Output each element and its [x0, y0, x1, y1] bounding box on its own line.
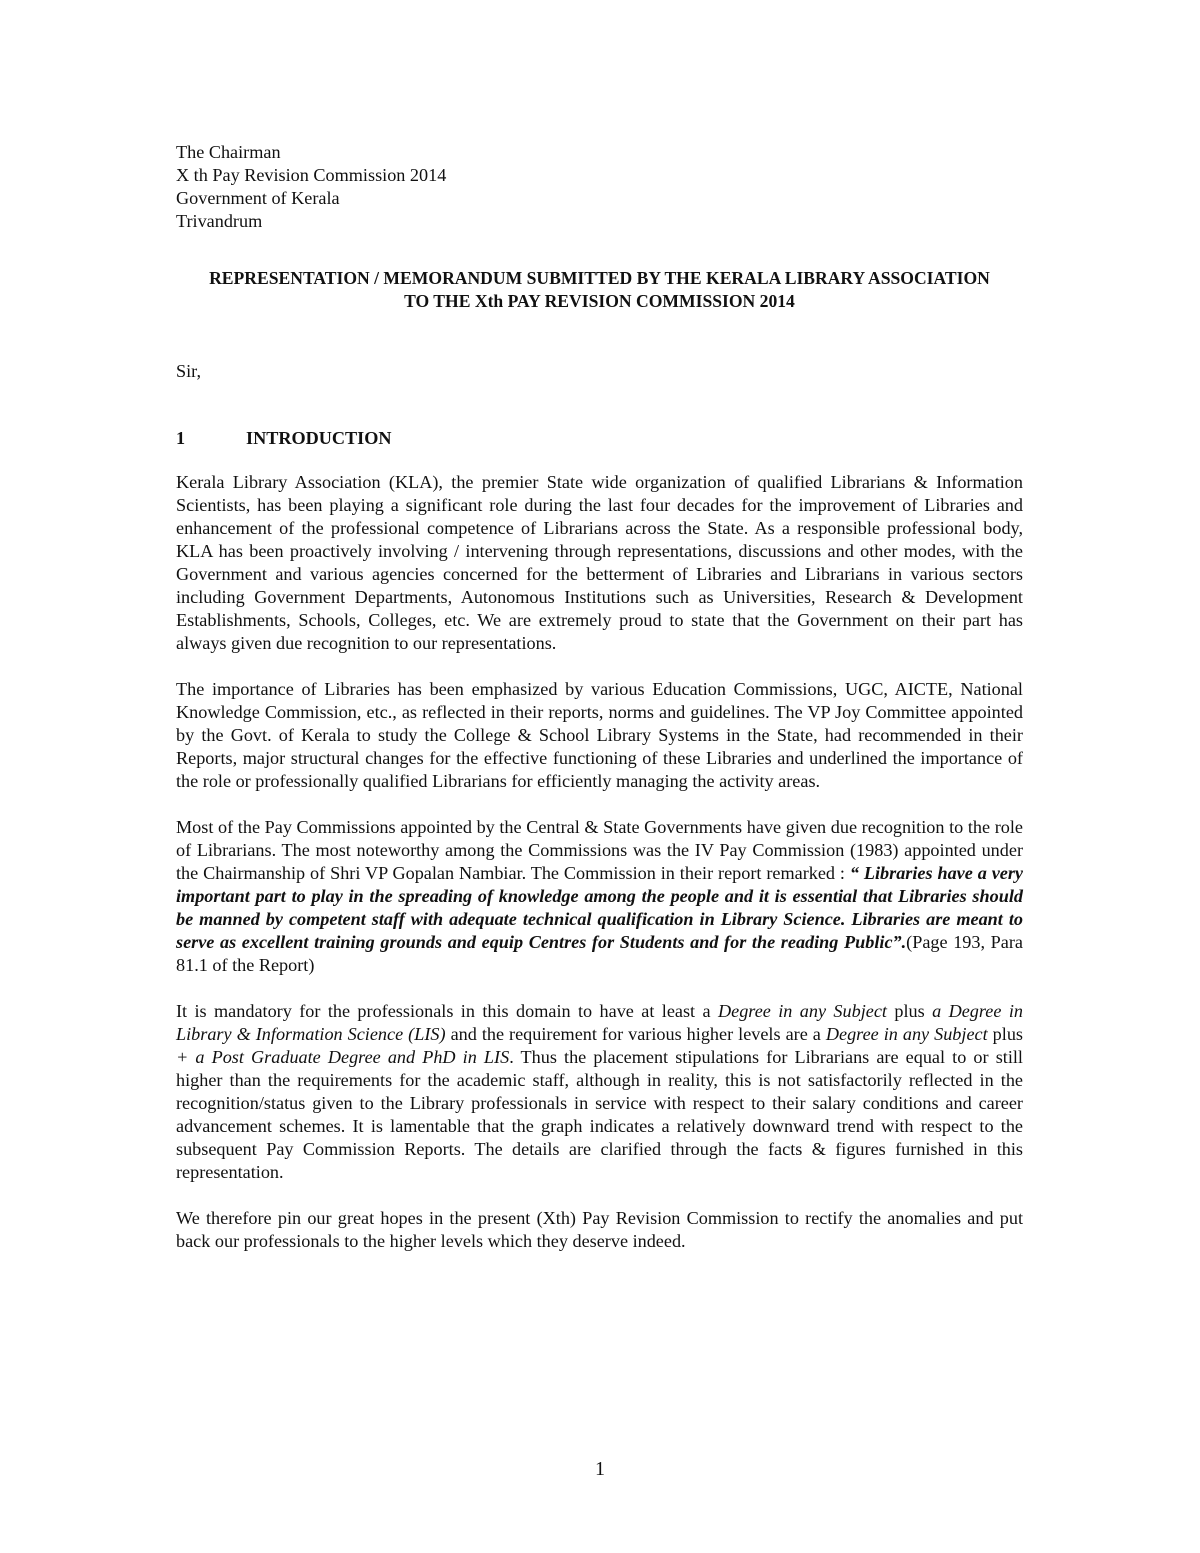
paragraph-1: Kerala Library Association (KLA), the premier State wide organization of qualified Librarians & Information Scientists, has been playing a significant role during the last four decades for the improvement of Libraries and enhancement of the professional competence of Librarians across the State. As a responsible professional body, KLA has been proactively involving / intervening through representations, discussions and other modes, with the Government and various agencies concerned for the betterment of Libraries and Librarians in various sectors including Government Departments, Autonomous Institutions such as Universities, Research & Development Establishments, Schools, Colleges, etc. We are extremely proud to state that the Government on their part has always given due recognition to our representations. — [176, 472, 1023, 653]
address-line-3: Government of Kerala — [176, 188, 340, 208]
paragraph-2: The importance of Libraries has been emphasized by various Education Commissions, UGC, AICTE, National Knowledge Commission, etc., as reflected in their reports, norms and guidelines. The VP Joy Committee appointed by the Govt. of Kerala to study the College & School Library Systems in the State, had recommended in their Reports, major structural changes for the effective functioning of these Libraries and underlined the importance of the role or professionally qualified Librarians for efficiently managing the activity areas. — [176, 679, 1023, 791]
paragraph-4-part-g: plus — [987, 1024, 1023, 1044]
paragraph-4-part-h: + a Post Graduate Degree and PhD in LIS — [176, 1047, 510, 1067]
paragraph-3-lead: Most of the Pay Commissions appointed by the Central & State Governments have given due recognition to the role of Librarians. The most noteworthy among the Commissions was the IV Pay Commission (1983) appointed under the Chairmanship of Shri VP Gopalan Nambiar. The Commission in their report remarked : — [176, 817, 1023, 883]
paragraph-4-part-i: . Thus the placement stipulations for Librarians are equal to or still higher than the requirements for the academic staff, although in reality, this is not satisfactorily reflected in the recognition/status given to the Library professionals in service with respect to their salary conditions and career advancement schemes. It is lamentable that the graph indicates a relatively downward trend with respect to the subsequent Pay Commission Reports. The details are clarified through the facts & figures furnished in this representation. — [176, 1047, 1023, 1182]
paragraph-3-citation: (Page 193, Para 81.1 of the Report) — [176, 932, 1023, 975]
paragraph-3 — [176, 816, 1023, 977]
section-number: 1 — [176, 428, 186, 448]
title-line-2: TO THE Xth PAY REVISION COMMISSION 2014 — [404, 291, 795, 311]
address-line-1: The Chairman — [176, 142, 281, 162]
paragraph-4-part-f: Degree in any Subject — [825, 1024, 988, 1044]
paragraph-4-part-e: and the requirement for various higher levels are a — [445, 1024, 826, 1044]
page-number: 1 — [595, 1458, 605, 1480]
recipient-address — [176, 141, 1023, 233]
paragraph-3-quote: “ Libraries have a very important part to play in the spreading of knowledge among the people and it is essential that Libraries should be manned by competent staff with adequate technical qualification in Library Science. Libraries are meant to serve as excellent training grounds and equip Centres for Students and for the reading Public”. — [176, 863, 1024, 952]
paragraph-4-part-b: Degree in any Subject — [717, 1001, 887, 1021]
title-line-1: REPRESENTATION / MEMORANDUM SUBMITTED BY THE KERALA LIBRARY ASSOCIATION — [209, 268, 990, 288]
address-line-2: X th Pay Revision Commission 2014 — [176, 165, 447, 185]
paragraph-5: We therefore pin our great hopes in the present (Xth) Pay Revision Commission to rectify the anomalies and put back our professionals to the higher levels which they deserve indeed. — [176, 1208, 1023, 1251]
document-title — [176, 267, 1023, 313]
paragraph-4-part-c: plus — [886, 1001, 933, 1021]
paragraph-4-part-a: It is mandatory for the professionals in this domain to have at least a — [176, 1001, 718, 1021]
salutation: Sir, — [176, 361, 202, 381]
paragraph-4-part-d: a Degree in Library & Information Science (LIS) — [176, 1001, 1023, 1044]
address-line-4: Trivandrum — [176, 211, 263, 231]
document-page — [176, 141, 1023, 1253]
section-heading — [176, 427, 1023, 450]
section-title: INTRODUCTION — [246, 428, 392, 448]
paragraph-4 — [176, 1000, 1023, 1184]
